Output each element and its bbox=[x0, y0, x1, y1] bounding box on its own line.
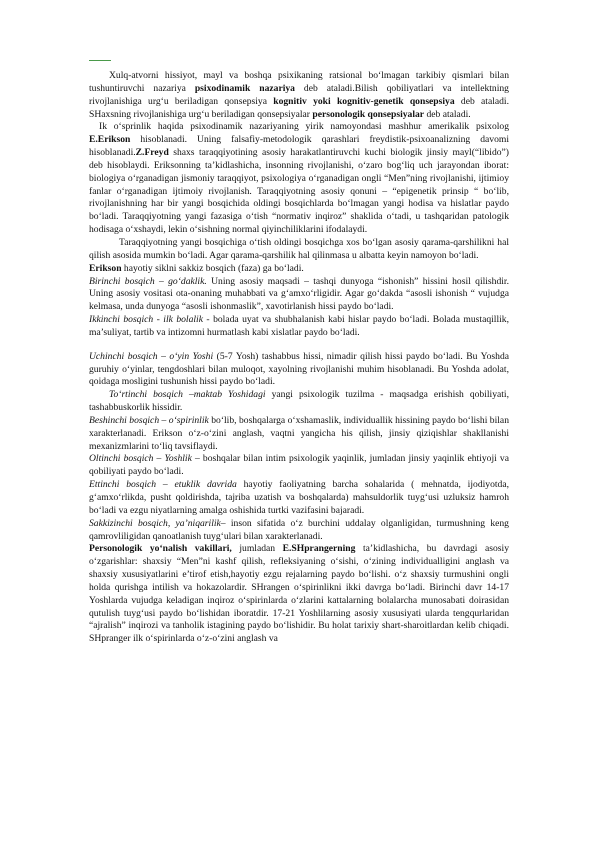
text: (5-7 Yosh) tashabbus hissi, nimadir qilish hissi paydo bo‘ladi. Bu Yoshda guruhiy o‘yinlar, tengdoshlari bilan muloqot, xayolning rivojlanishi muhim hisoblanadi. Bu Yoshda adolat, qoidaga mosligini tushunish hissi paydo bo‘ladi. bbox=[89, 350, 510, 388]
stage-title: Oltinchi bosqich – Yoshlik bbox=[89, 453, 192, 465]
text: bo‘lib, boshqalarga o‘xshamaslik, individuallik hissining paydo bo‘lishi bilan xarakterlanadi. Erikson o‘z-o‘zini anglash, vaqtni yangicha his qilish, jinsiy qiziqishlar shakllanishi mexanizmlarini to‘liq tavsiflaydi. bbox=[89, 414, 509, 452]
paragraph-erikson-intro bbox=[89, 121, 509, 237]
term-personological-representatives: Personologik yo‘nalish vakillari, bbox=[89, 543, 232, 555]
text: shaxs taraqqiyotining asosiy harakatlantiruvchi kuchi biologik jinsiy mayl(“libido”) deb hisoblaydi. Eriksonning ta’kidlashicha, insonning rivojlanishi, o‘zaro bog‘liq uch jarayondan iborat: biologiya o‘rganadigan jismoniy taraqqiyot, psixologiya o‘rganadigan ongli “Men”ning rivojlanishi, ijtimioy fanlar o‘rganadigan ijtimoiy rivojlanish. Taraqqiyotning asosiy qonuni – “epigenetik prinsip “ bo‘lib, rivojlanishning har bir yangi bosqichida oldingi bosqichlarda bo‘lmagan yangi hodisa va hislatlar paydo bo‘ladi. Taraqqiyotning yangi fazasiga o‘tish “normativ inqiroz” shaklida o‘tadi, u tashqaridan patologik hodisaga o‘xshaydi, lekin o‘sishning normal qiyinchiliklarini ifodalaydi. bbox=[89, 147, 509, 236]
text: hayotiy siklni sakkiz bosqich (faza) ga bo‘ladi. bbox=[121, 262, 304, 274]
term-psychodynamic: psixodinamik nazariya bbox=[194, 82, 295, 94]
stage-title: Uchinchi bosqich – o‘yin Yoshi bbox=[89, 350, 214, 362]
stage-title: Birinchi bosqich – go‘daklik. bbox=[89, 275, 207, 287]
text: deb ataladi.Bilish qobiliyatlari va intellektning rivojlanishiga urg‘u beriladigan qonsepsiya bbox=[89, 82, 509, 107]
term-cognitive: kognitiv yoki kognitiv-genetik qonsepsiya bbox=[273, 95, 455, 107]
text: inson sifatida o‘z burchini uddalay olganligidan, turmushning keng qamrovliligidan qanoatlanish tuyg‘ulari bilan xarakterlanadi. bbox=[89, 517, 509, 542]
text: Uning asosiy maqsadi – tashqi dunyoga “ishonish” hissini hosil qilishdir. Uning asosiy vositasi ota-onaning muhabbati va g‘amxo‘rligidir. Agar go‘dakda “asosli ishonish “ vujudga kelmasa, unda dunyoga “asosli ishonmaslik”, xavotirlanish hissi paydo bo‘ladi. bbox=[89, 275, 509, 313]
stage-title: Sakkizinchi bosqich, ya’niqarilik– bbox=[89, 517, 226, 529]
paragraph-life-cycle bbox=[89, 263, 509, 276]
stage-4 bbox=[89, 389, 509, 415]
paragraph-personological bbox=[89, 543, 509, 646]
paragraph-theories bbox=[89, 70, 509, 121]
stage-2 bbox=[89, 314, 509, 340]
text: jumladan bbox=[231, 543, 283, 555]
document-page bbox=[89, 70, 509, 646]
stage-6 bbox=[89, 453, 509, 479]
top-rule bbox=[89, 60, 111, 61]
text: - bolada uyat va shubhalanish kabi hislar paydo bo‘ladi. Bolada mustaqillik, ma’suliyat, tartib va intizomni hurmatlash kabi xislatlar paydo bo‘ladi. bbox=[89, 314, 509, 338]
stage-title: Ikkinchi bosqich - ilk bolalik bbox=[89, 314, 203, 326]
text: hayotiy faoliyatning barcha sohalarida ( mehnatda, ijodiyotda, g‘amxo‘rlikda, pusht qoldirishda, tajriba uzatish va boshqalarda) mahsuldorlik tuyg‘usi uzluksiz hamroh bo‘ladi va ezgu niyatlarning amalga oshishida turtki vazifasini bajaradi. bbox=[89, 479, 509, 516]
name-erikson: E.Erikson bbox=[89, 134, 131, 146]
stage-title: Beshinchi bosqich – o‘spirinlik bbox=[89, 414, 209, 426]
name-freud: Z.Freyd bbox=[135, 147, 169, 159]
text: ta’kidlashicha, bu davrdagi asosiy o‘zgarishlar: shaxsiy “Men”ni kashf qilish, refleksiyaning o‘sishi, o‘zining individualligini anglash va shaxsiy xususiyatlarini e’tirof etish,hayotiy ezgu rejalarning paydo bo‘lishi. o‘z shaxsiy turmushini ongli holda qurishga intilish va hokazolardir. SHrangen o‘spirinlikni ikki davrga bo‘ladi. Birinchi davr 14-17 Yoshlarda vujudga keladigan inqiroz o‘spirinlarda o‘zlarini kattalarning bolalarcha munosabati doirasidan qutulish tuyg‘usi paydo bo‘lishidan iboratdir. 17-21 Yoshlilarning asosiy xususiyati ularda tengqurlaridan “ajralish” inqirozi va tanholik istagining paydo bo‘lishidir. Bu holat tarixiy shart-sharoitlardan kelib chiqadi. SHpranger ilk o‘spirinlarda o‘z-o‘zini anglash va bbox=[89, 543, 509, 645]
stage-8 bbox=[89, 518, 509, 544]
stage-1 bbox=[89, 276, 509, 315]
text: Xulq-atvorni hissiyot, mayl va boshqa psixikaning ratsional bo‘lmagan tarkibiy qismlari bilan tushuntiruvchi nazariya bbox=[89, 70, 509, 94]
paragraph-transition: Taraqqiyotning yangi bosqichiga o‘tish oldingi bosqichga xos bo‘lgan asosiy qarama-qarshilikni hal qilish asosida mumkin bo‘ladi. Agar qarama-qarshilik hal qilinmasa u albatta keyin namoyon bo‘ladi. bbox=[89, 236, 509, 261]
stage-3 bbox=[89, 351, 509, 390]
spacer bbox=[89, 340, 509, 351]
name-spranger: E.SHprangerning bbox=[282, 543, 356, 555]
text: – boshqalar bilan intim psixologik yaqinlik, jumladan jinsiy yaqinlik ehtiyoji va qobiliyati paydo bo‘ladi. bbox=[89, 453, 509, 478]
stage-title: To‘rtinchi bosqich –maktab Yoshidagi bbox=[109, 389, 266, 401]
text: Ik o‘sprinlik haqida psixodinamik nazariyaning yirik namoyondasi mashhur amerikalik psixolog bbox=[99, 121, 509, 133]
text: hisoblanadi. Uning falsafiy-metodologik qarashlari freydistik-psixoanalizning davomi hisoblanadi. bbox=[89, 134, 509, 159]
text: deb ataladi. bbox=[424, 108, 471, 120]
name-erikson: Erikson bbox=[89, 262, 122, 274]
text: yangi psixologik tuzilma - maqsadga erishish qobiliyati, tashabbuskorlik hissidir. bbox=[89, 389, 509, 414]
stage-7 bbox=[89, 479, 509, 518]
stage-5 bbox=[89, 415, 509, 454]
stage-title: Ettinchi bosqich – etuklik davrida bbox=[89, 479, 237, 491]
term-personological: personologik qonsepsiyalar bbox=[312, 108, 425, 120]
text: deb ataladi. SHaxsning rivojlanishiga urg‘u beriladigan qonsepsiyalar bbox=[89, 95, 509, 120]
